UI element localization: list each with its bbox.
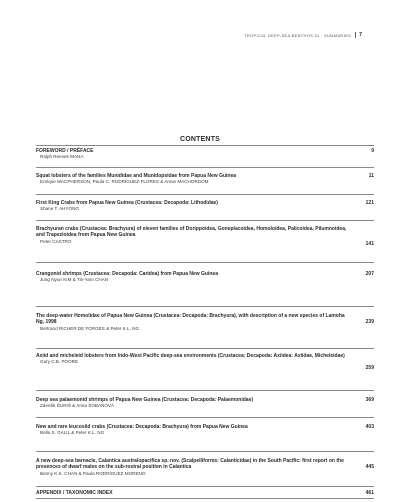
toc-entry-title: Axiid and micheleid lobsters from Indo-West Pacific deep-sea environments (Crustacea: Decapoda: Axiidea: Axiidae, Micheleidae) [36,353,345,359]
toc-entry-authors: Bertrand RICHER DE FORGES & Peter K.L. NG [40,325,140,331]
page-number: 7 [355,32,362,38]
toc-entry-title: APPENDIX / TAXONOMIC INDEX [36,490,113,496]
toc-entry-brachyuran-crabs[interactable] [36,220,374,262]
toc-entry-authors: Shane T. AHYONG [40,206,79,212]
toc-entry-authors: Ralph Reeves MANA [40,154,84,160]
toc-entry-king-crabs[interactable] [36,194,374,220]
toc-entry-homolidae[interactable] [36,306,374,348]
toc-entry-authors: Gary C.B. POORE [40,359,79,365]
table-of-contents [36,145,374,499]
toc-entry-title: First King Crabs from Papua New Guinea (Crustacea: Decapoda: Lithodidae) [36,200,218,206]
page-header [244,32,362,38]
toc-entry-page: 259 [365,365,374,371]
toc-entry-authors: Jung Nyun KIM & Tin-Yam CHAN [40,277,109,283]
toc-entry-authors: Benny K.K. CHAN & Paula RODRÍGUEZ MORENO [40,470,146,476]
toc-entry-page: 445 [365,464,374,470]
toc-entry-title: Deep sea palaemonid shrimps of Papua New Guinea (Crustacea: Decapoda: Palaemonidae) [36,397,254,403]
toc-entry-foreword[interactable] [36,145,374,167]
toc-entry-page: 141 [365,241,374,247]
running-head: TROPICAL DEEP-SEA BENTHOS 31 · SUMMARIES [244,32,351,38]
toc-entry-axiid-lobsters[interactable] [36,348,374,390]
toc-entry-page: 369 [365,397,374,403]
toc-entry-title: Brachyuran crabs (Crustacea: Brachyura) of eleven families of Dorippoidea, Goneplacoidea, Homoloidea, Palicoidea, Pilumnoidea, and Trapezioidea from Papua New Guinea [36,226,347,239]
toc-entry-deep-sea-barnacle[interactable] [36,451,374,486]
toc-entry-appendix[interactable] [36,486,374,499]
toc-entry-title: A new deep-sea barnacle, Calantica australopacifica sp. nov. (Scalpelliforms: Calanticidae) in the South Pacific: first report on the presences of dwarf males on the sub-rostral position in Calantica [36,458,344,471]
toc-entry-leucosiid-crabs[interactable] [36,417,374,451]
toc-entry-page: 207 [365,271,374,277]
toc-entry-title: FOREWORD / PRÉFACE [36,148,94,154]
toc-entry-page: 461 [365,490,374,496]
toc-entry-page: 121 [365,200,374,206]
toc-entry-page: 403 [365,424,374,430]
toc-entry-title: Crangonid shrimps (Crustacea: Decapoda: Caridea) from Papua New Guinea [36,271,218,277]
toc-entry-authors: Bella S. GALIL & Peter K.L. NG [40,430,105,436]
toc-entry-page: 239 [365,319,374,325]
toc-entry-title: The deep-water Homolidae of Papua New Guinea (Crustacea: Decapoda: Brachyura), with description of a new species of Lamoha Ng, 1998 [36,313,345,326]
toc-entry-title: Squat lobsters of the families Munididae and Munidopsidae from Papua New Guinea [36,173,237,179]
toc-entry-page: 9 [371,148,374,154]
toc-entry-page: 11 [368,173,374,179]
toc-entry-authors: Zdeněk ĎURIŠ & Anna ŠOBÁŇOVÁ [40,403,115,409]
contents-title: CONTENTS [179,136,221,143]
toc-entry-palaemonid-shrimps[interactable] [36,390,374,417]
toc-entry-title: New and rare leucosiid crabs (Crustacea: Decapoda: Brachyura) from Papua New Guinea [36,424,248,430]
toc-entry-authors: Enrique MACPHERSON, Paula C. RODRÍGUEZ-FLORES & Annie MACHORDOM [40,179,209,185]
toc-entry-squat-lobsters[interactable] [36,167,374,194]
toc-entry-crangonid-shrimps[interactable] [36,262,374,306]
toc-entry-authors: Peter CASTRO [40,238,72,244]
